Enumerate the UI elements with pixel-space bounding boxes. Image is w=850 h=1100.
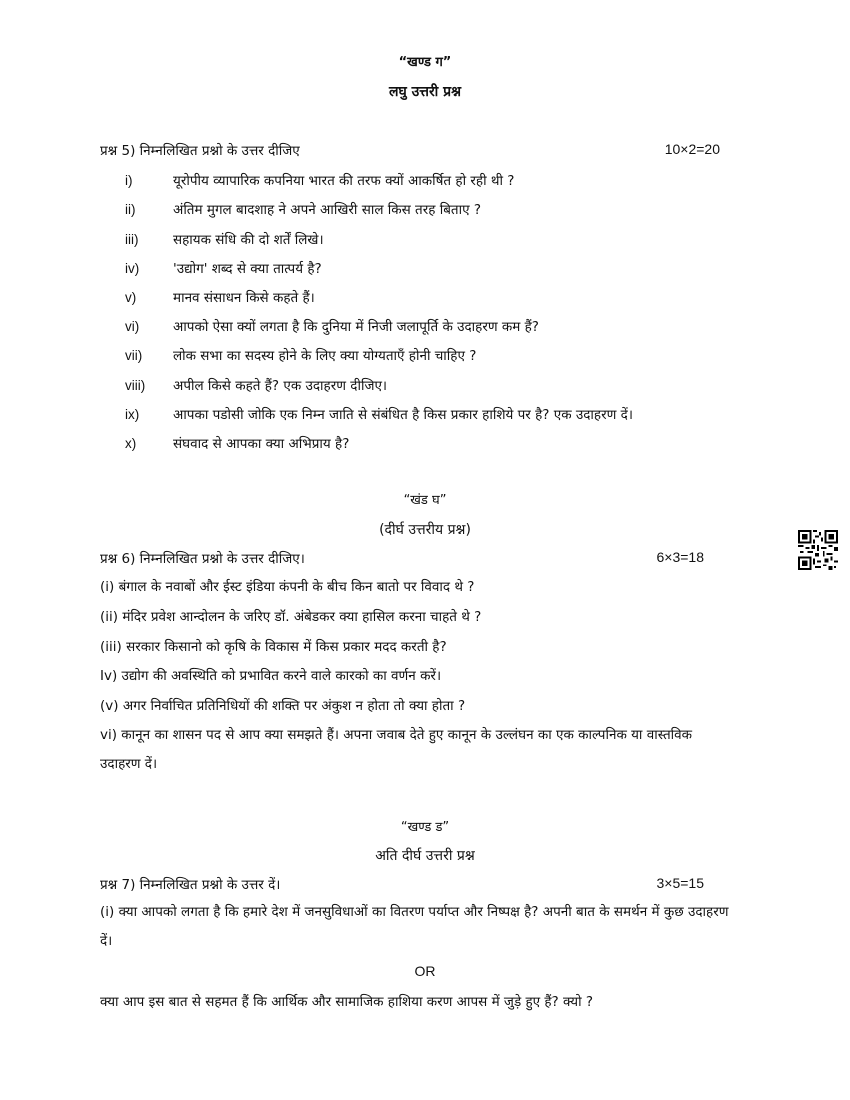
section-d-tag: “खंड घ” <box>403 493 447 508</box>
section-d-title: (दीर्घ उत्तरीय प्रश्न) <box>379 522 471 538</box>
qr-code-icon <box>798 530 838 570</box>
section-c-tag: “खण्ड ग” <box>398 55 452 70</box>
list-item: Iv) उद्योग की अवस्थिति को प्रभावित करने वाले कारको का वर्णन करें। <box>100 668 442 684</box>
question-5-header <box>100 141 720 159</box>
list-item: vii) लोक सभा का सदस्य होने के लिए क्या योग्यताएँ होनी चाहिए ? <box>125 348 477 364</box>
list-item: x) संघवाद से आपका क्या अभिप्राय है? <box>125 436 350 452</box>
question-7-marks: 3×5=15 <box>656 875 704 891</box>
question-6-label: प्रश्न 6) निम्नलिखित प्रश्नो के उत्तर दीजिए। <box>100 551 305 567</box>
question-7-label: प्रश्न 7) निम्नलिखित प्रश्नो के उत्तर दें। <box>100 877 281 893</box>
list-item: (ii) मंदिर प्रवेश आन्दोलन के जरिए डॉ. अंबेडकर क्या हासिल करना चाहते थे ? <box>100 609 482 625</box>
list-item: (i) बंगाल के नवाबों और ईस्ट इंडिया कंपनी के बीच किन बातो पर विवाद थे ? <box>100 579 475 595</box>
list-item: (v) अगर निर्वाचित प्रतिनिधियों की शक्ति पर अंकुश न होता तो क्या होता ? <box>100 698 466 714</box>
section-e-tag: “खण्ड ड” <box>400 820 450 835</box>
list-item: i) यूरोपीय व्यापारिक कपनिया भारत की तरफ क्यों आकर्षित हो रही थी ? <box>125 173 515 189</box>
question-6-header <box>100 549 704 567</box>
or-separator: OR <box>414 963 436 979</box>
section-c-title: लघु उत्तरी प्रश्न <box>388 84 462 100</box>
list-item: (i) क्या आपको लगता है कि हमारे देश में जनसुविधाओं का वितरण पर्याप्त और निष्पक्ष है? अपनी बात के समर्थन में कुछ उदाहरण दें। <box>100 904 729 949</box>
section-e-title: अति दीर्घ उत्तरी प्रश्न <box>375 848 475 864</box>
list-item: (iii) सरकार किसानो को कृषि के विकास में किस प्रकार मदद करती है? <box>100 639 447 655</box>
list-item: v) मानव संसाधन किसे कहते हैं। <box>125 290 315 306</box>
question-7-header <box>100 875 704 893</box>
list-item: ii) अंतिम मुगल बादशाह ने अपने आखिरी साल किस तरह बिताए ? <box>125 202 482 218</box>
list-item: iii) सहायक संधि की दो शर्तें लिखे। <box>125 232 324 248</box>
list-item: vi) आपको ऐसा क्यों लगता है कि दुनिया में निजी जलापूर्ति के उदाहरण कम हैं? <box>125 319 539 335</box>
list-item: ix) आपका पडोसी जोकि एक निम्न जाति से संबंधित है किस प्रकार हाशिये पर है? एक उदाहरण दें। <box>125 407 633 423</box>
list-item: क्या आप इस बात से सहमत हैं कि आर्थिक और सामाजिक हाशिया करण आपस में जुड़े हुए हैं? क्यो ? <box>100 994 594 1010</box>
question-5-label: प्रश्न 5) निम्नलिखित प्रश्नो के उत्तर दीजिए <box>100 143 300 159</box>
question-5-marks: 10×2=20 <box>664 141 720 157</box>
list-item: vi) कानून का शासन पद से आप क्या समझते हैं। अपना जवाब देते हुए कानून के उल्लंघन का एक काल्पनिक या वास्तविक उदाहरण दें। <box>100 727 693 772</box>
list-item: viii) अपील किसे कहते हैं? एक उदाहरण दीजिए। <box>125 378 388 394</box>
question-6-marks: 6×3=18 <box>656 549 704 565</box>
list-item: iv) 'उद्योग' शब्द से क्या तात्पर्य है? <box>125 261 322 277</box>
